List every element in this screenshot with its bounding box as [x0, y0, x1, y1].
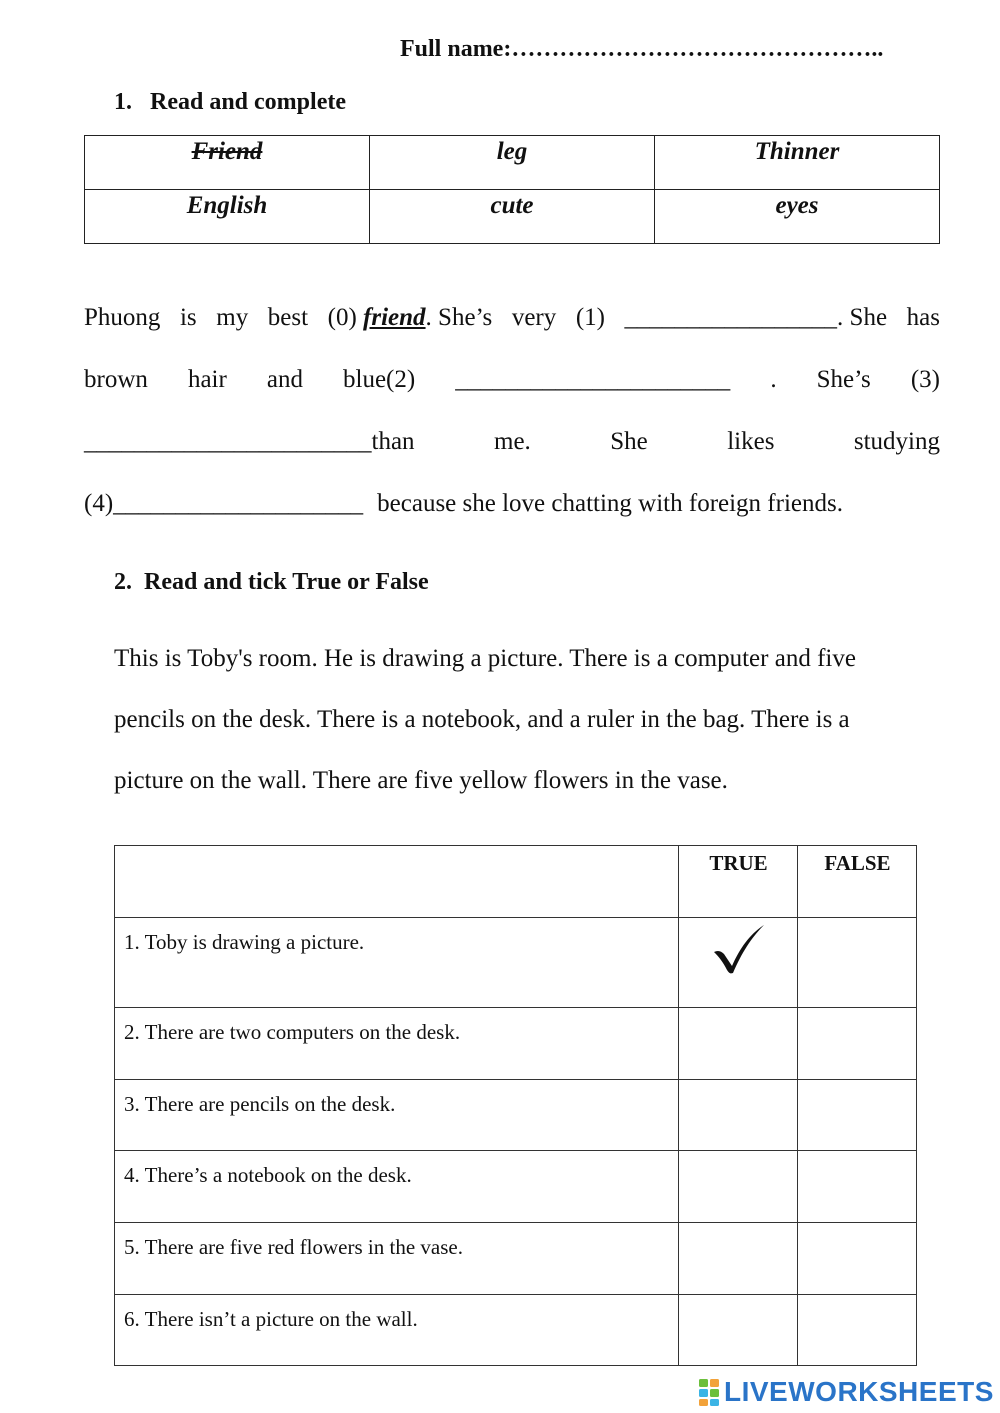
false-checkbox-cell[interactable]	[798, 1151, 917, 1223]
word-bank-cell: eyes	[655, 190, 940, 244]
word: hair	[187, 366, 227, 393]
table-row	[115, 918, 917, 1008]
word: She	[610, 428, 648, 455]
cloze-line-1	[84, 304, 940, 332]
section2-number: 2.	[114, 569, 132, 595]
true-false-table	[114, 845, 917, 1366]
table-row	[115, 1223, 917, 1295]
blank-4[interactable]: (4)____________________	[84, 490, 364, 517]
blank-1[interactable]: _________________. She	[624, 304, 888, 331]
blank-3[interactable]: _______________________than	[84, 428, 415, 455]
passage-line: This is Toby's room. He is drawing a picture. There is a computer and five	[114, 645, 856, 672]
example-answer: friend	[363, 304, 426, 331]
word-bank-cell	[85, 136, 370, 190]
false-checkbox-cell[interactable]	[798, 1008, 917, 1080]
true-checkbox-cell[interactable]	[679, 1080, 798, 1151]
word: blue(2)	[343, 366, 416, 393]
word: and	[266, 366, 303, 393]
word: .	[770, 366, 777, 393]
section1-heading	[114, 89, 346, 116]
statement-cell: 3. There are pencils on the desk.	[115, 1080, 679, 1151]
word: has	[906, 304, 940, 331]
liveworksheets-logo-icon	[698, 1377, 722, 1407]
word-bank-row	[85, 136, 940, 190]
liveworksheets-logo-text: LIVEWORKSHEETS	[724, 1376, 994, 1407]
false-checkbox-cell[interactable]	[798, 1223, 917, 1295]
word-with-answer	[328, 304, 493, 332]
blank-number: (3)	[910, 366, 940, 393]
statement-cell: 1. Toby is drawing a picture.	[115, 918, 679, 1008]
word-bank-word-used: Friend	[191, 138, 263, 165]
passage-line: pencils on the desk. There is a notebook, and a ruler in the bag. There is a	[114, 706, 850, 733]
section1-number: 1.	[114, 89, 132, 115]
table-row	[115, 1151, 917, 1223]
statement-header	[115, 846, 679, 918]
false-checkbox-cell[interactable]	[798, 918, 917, 1008]
word: likes	[727, 428, 775, 455]
cloze-line-3	[84, 428, 940, 456]
table-row	[115, 1008, 917, 1080]
table-row	[115, 1080, 917, 1151]
word-bank-table	[84, 135, 940, 244]
word: best	[267, 304, 309, 331]
statement-cell: 6. There isn’t a picture on the wall.	[115, 1295, 679, 1366]
true-checkbox-cell[interactable]	[679, 918, 798, 1008]
false-column-header: FALSE	[798, 846, 917, 918]
word: Phuong	[84, 304, 161, 331]
table-header-row	[115, 846, 917, 918]
word: studying	[853, 428, 940, 455]
word: my	[216, 304, 249, 331]
checkmark-icon	[712, 924, 766, 976]
statement-cell: 5. There are five red flowers in the vase.	[115, 1223, 679, 1295]
sentence-text: because she love chatting with foreign friends.	[377, 490, 843, 517]
statement-cell: 4. There’s a notebook on the desk.	[115, 1151, 679, 1223]
word: very	[511, 304, 557, 331]
true-checkbox-cell[interactable]	[679, 1008, 798, 1080]
word: She’s	[816, 366, 871, 393]
blank-2[interactable]: ______________________	[455, 366, 731, 393]
blank-number: (1)	[575, 304, 605, 331]
section2-title: Read and tick True or False	[144, 569, 429, 595]
passage-line: picture on the wall. There are five yellow flowers in the vase.	[114, 767, 728, 794]
false-checkbox-cell[interactable]	[798, 1080, 917, 1151]
word-bank-cell: Thinner	[655, 136, 940, 190]
section2-heading	[114, 569, 429, 596]
word: is	[179, 304, 197, 331]
cloze-line-2	[84, 366, 940, 394]
table-row	[115, 1295, 917, 1366]
true-column-header: TRUE	[679, 846, 798, 918]
word: brown	[84, 366, 148, 393]
cloze-line-4	[84, 490, 940, 518]
true-checkbox-cell[interactable]	[679, 1151, 798, 1223]
word-bank-cell: cute	[370, 190, 655, 244]
word: . She’s	[425, 304, 493, 331]
word-bank-cell: English	[85, 190, 370, 244]
false-checkbox-cell[interactable]	[798, 1295, 917, 1366]
statement-cell: 2. There are two computers on the desk.	[115, 1008, 679, 1080]
true-checkbox-cell[interactable]	[679, 1223, 798, 1295]
word-bank-cell: leg	[370, 136, 655, 190]
blank-number: (0)	[327, 304, 357, 331]
full-name-field: Full name:………………………………………..	[400, 36, 884, 62]
liveworksheets-logo[interactable]	[698, 1376, 994, 1408]
section1-title: Read and complete	[150, 89, 346, 115]
true-checkbox-cell[interactable]	[679, 1295, 798, 1366]
word: me.	[494, 428, 531, 455]
word-bank-row	[85, 190, 940, 244]
